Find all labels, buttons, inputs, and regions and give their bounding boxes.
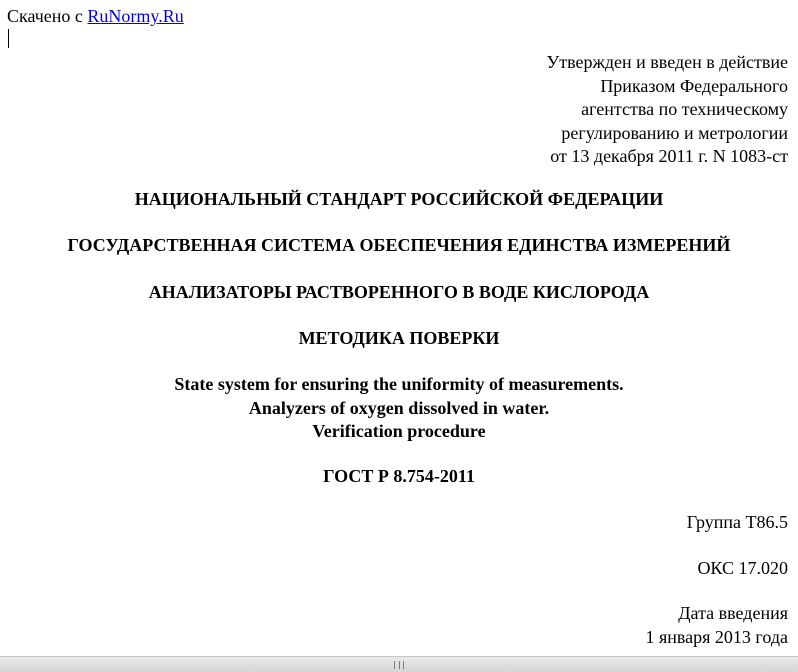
- heading-state-system: ГОСУДАРСТВЕННАЯ СИСТЕМА ОБЕСПЕЧЕНИЯ ЕДИНСТВА ИЗМЕРЕНИЙ: [67, 235, 731, 255]
- english-title-line: Analyzers of oxygen dissolved in water.: [248, 397, 550, 418]
- source-line: [7, 5, 184, 27]
- gost-number: ГОСТ Р 8.754-2011: [323, 466, 475, 486]
- scroll-grip-icon[interactable]: [394, 661, 404, 669]
- english-title-line: Verification procedure: [312, 421, 486, 441]
- approval-line: регулированию и метрологии: [561, 122, 788, 143]
- heading-analyzers: АНАЛИЗАТОРЫ РАСТВОРЕННОГО В ВОДЕ КИСЛОРОДА: [148, 282, 650, 302]
- group-code: Группа Т86.5: [686, 512, 788, 532]
- source-prefix: Скачено с: [7, 6, 83, 26]
- english-title: [0, 373, 798, 444]
- introduction-label: Дата введения: [678, 603, 788, 623]
- english-title-line: State system for ensuring the uniformity of measurements.: [174, 374, 624, 394]
- approval-line: Утвержден и введен в действие: [546, 52, 788, 72]
- heading-national-standard: НАЦИОНАЛЬНЫЙ СТАНДАРТ РОССИЙСКОЙ ФЕДЕРАЦИИ: [134, 189, 664, 209]
- approval-line: Приказом Федерального: [600, 75, 788, 96]
- approval-block: [546, 51, 788, 169]
- runormy-link[interactable]: RuNormy.Ru: [87, 6, 184, 26]
- horizontal-scrollbar[interactable]: [0, 656, 798, 672]
- introduction-date-block: [645, 602, 788, 649]
- text-cursor: [8, 29, 9, 48]
- introduction-date: 1 января 2013 года: [645, 626, 788, 647]
- approval-line: от 13 декабря 2011 г. N 1083-ст: [550, 146, 788, 166]
- heading-verification-method: МЕТОДИКА ПОВЕРКИ: [298, 328, 500, 348]
- oks-code: ОКС 17.020: [697, 558, 788, 578]
- approval-line: агентства по техническому: [581, 99, 788, 119]
